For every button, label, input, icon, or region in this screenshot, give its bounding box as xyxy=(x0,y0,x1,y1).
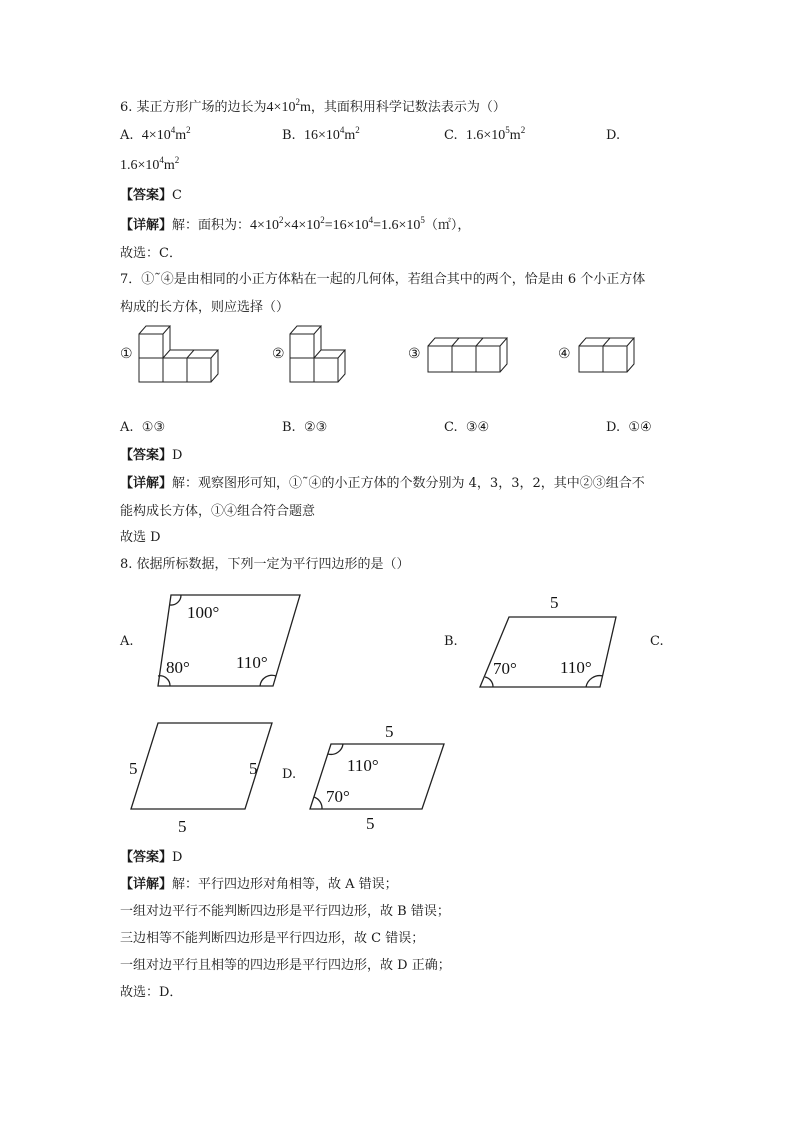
q6-stem-text-2: ，其面积用科学记数法表示为（） xyxy=(310,100,506,115)
q7-stem-line1: 7．①˜④是由相同的小正方体粘在一起的几何体，若组合其中的两个，恰是由 6 个小正方体 xyxy=(120,272,646,287)
q7-option-b: B. ②③ xyxy=(282,420,328,435)
q8-figure-c-right: 5 xyxy=(249,759,258,778)
q6-option-a: A. $4\times 10^4m^2$ xyxy=(120,125,191,143)
q8-figure-d-top-left: 110° xyxy=(347,756,379,775)
q7-stem-line2: 构成的长方体，则应选择（） xyxy=(120,300,290,315)
q7-answer: 【答案】D xyxy=(120,448,183,463)
q8-conclusion: 故选：D． xyxy=(120,985,183,1000)
q8-figure-c-bottom: 5 xyxy=(178,817,187,836)
q8-option-b-label: B. xyxy=(444,634,458,649)
q6-option-d-label: D. xyxy=(606,128,621,143)
q8-answer: 【答案】D xyxy=(120,850,183,865)
q7-figure-label-3: ③ xyxy=(408,346,421,362)
q7-conclusion: 故选 D xyxy=(120,530,161,545)
q8-figure-d-bottom: 5 xyxy=(366,814,375,833)
q6-option-b: B. $16\times 10^4m^2$ xyxy=(282,125,360,143)
q8-detail-line4: 一组对边平行且相等的四边形是平行四边形，故 D 正确； xyxy=(120,958,451,973)
q8-figure-a-bottom-left: 80° xyxy=(166,658,190,677)
q6-conclusion: 故选：C． xyxy=(120,246,182,261)
q8-detail-line3: 三边相等不能判断四边形是平行四边形，故 C 错误； xyxy=(120,931,425,946)
q6-option-c: C. $1.6\times 10^5m^2$ xyxy=(444,125,526,143)
q6-answer: 【答案】C xyxy=(120,188,182,203)
q8-figure-b-bottom-right: 110° xyxy=(560,658,592,677)
q6-side-length: $4\times 10^2m$ xyxy=(266,97,311,115)
q8-stem: 8. 依据所标数据，下列一定为平行四边形的是（） xyxy=(120,557,410,572)
q7-figure-label-2: ② xyxy=(272,346,285,362)
q7-detail-line1: 【详解】解：观察图形可知，①˜④的小正方体的个数分别为 4，3，3，2，其中②③组合不 xyxy=(120,476,645,491)
q8-figure-c-left: 5 xyxy=(129,759,138,778)
q7-detail-line2: 能构成长方体，①④组合符合题意 xyxy=(120,504,316,519)
q8-figure-a-bottom-right: 110° xyxy=(236,653,268,672)
q8-figure-b-bottom-left: 70° xyxy=(493,659,517,678)
q8-figure-d-bottom-left: 70° xyxy=(326,787,350,806)
q6-detail: 【详解】解：面积为：$4\times 10^2\times 4\times 10^2=16\times 10^4=1.6\times 10^5(㎡)$， xyxy=(120,215,471,233)
q8-option-a-label: A. xyxy=(120,634,134,649)
q8-figure-d-top: 5 xyxy=(385,722,394,741)
q7-figure-label-4: ④ xyxy=(558,346,571,362)
q6-stem-text: 6. 某正方形广场的边长为 xyxy=(120,100,267,115)
q8-figure-a-angle-top-left xyxy=(170,595,181,605)
q7-option-d: D. ①④ xyxy=(606,420,652,435)
q8-option-c-label: C. xyxy=(650,634,664,649)
q8-detail-line2: 一组对边平行不能判断四边形是平行四边形，故 B 错误； xyxy=(120,904,450,919)
q8-figure-b-angle-bottom-left xyxy=(485,677,493,687)
q8-figure-d-angle-bottom-left xyxy=(314,797,322,809)
q7-option-a: A. ①③ xyxy=(120,420,166,435)
q8-figure-a-top-left: 100° xyxy=(187,603,220,622)
q7-figure-label-1: ① xyxy=(120,346,133,362)
q7-option-c: C. ③④ xyxy=(444,420,490,435)
q8-figure-b-top: 5 xyxy=(550,593,559,612)
q8-option-d-label: D. xyxy=(282,767,297,782)
q6-option-d: $1.6\times 10^4m^2$ xyxy=(120,155,180,173)
q8-detail-line1: 【详解】解：平行四边形对角相等，故 A 错误； xyxy=(120,877,398,892)
